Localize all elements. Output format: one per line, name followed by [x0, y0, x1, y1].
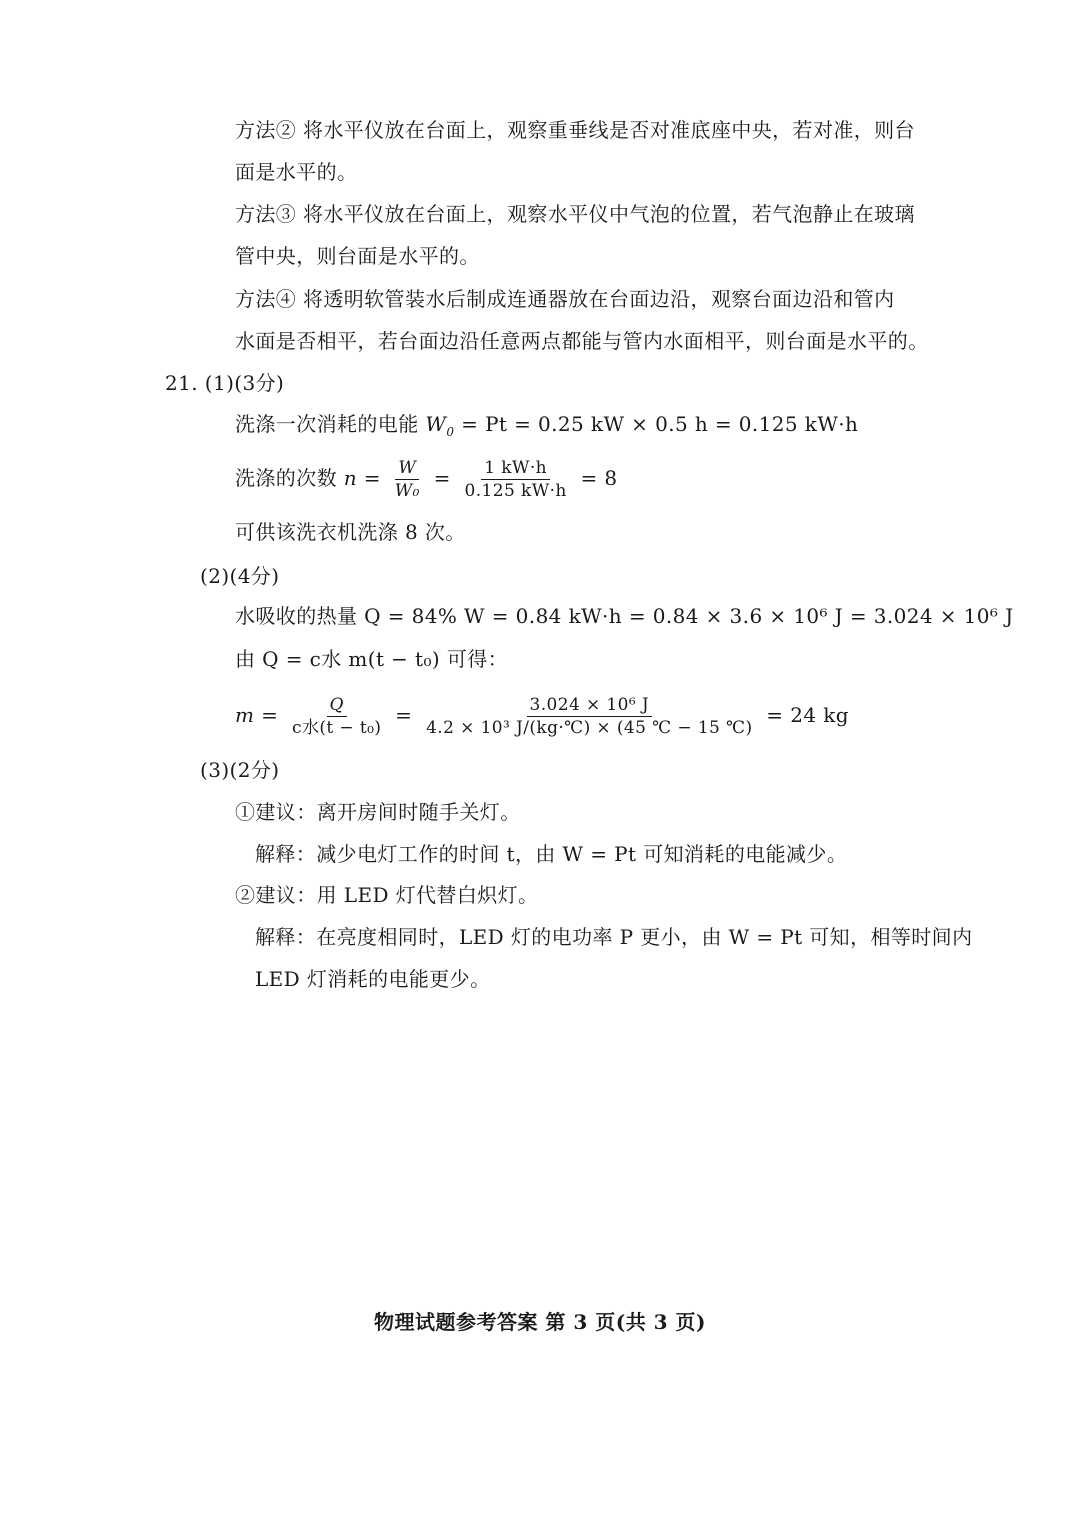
mass-value-denominator: 4.2 × 10³ J/(kg·℃) × (45 ℃ − 15 ℃): [426, 718, 753, 738]
part-3-heading: (3)(2分): [200, 758, 280, 782]
heat-label: 水吸收的热量: [235, 604, 358, 628]
mass-value-fraction: [423, 695, 755, 738]
derive-line: 由 Q = c水 m(t − t₀) 可得：: [235, 647, 509, 671]
suggestion-1: ①建议：离开房间时随手关灯。: [235, 800, 521, 824]
wash-count-line: [235, 455, 618, 501]
energy-per-wash-line: [235, 412, 858, 444]
question-21-heading: 21. (1)(3分): [165, 371, 285, 395]
energy-label: 洗涤一次消耗的电能: [235, 412, 419, 436]
suggestion-2: ②建议：用 LED 灯代替白炽灯。: [235, 883, 539, 907]
mass-formula-line: [235, 692, 849, 738]
mass-symbolic-denominator: c水(t − t₀): [292, 718, 382, 738]
method4-line1: 方法④ 将透明软管装水后制成连通器放在台面边沿，观察台面边沿和管内: [235, 287, 895, 311]
heat-formula: Q = 84% W = 0.84 kW·h = 0.84 × 3.6 × 10⁶ J = 3.024 × 10⁶ J: [364, 604, 1014, 628]
explanation-2-line2: LED 灯消耗的电能更少。: [255, 967, 491, 991]
energy-formula: = Pt = 0.25 kW × 0.5 h = 0.125 kW·h: [461, 412, 859, 436]
explanation-1: 解释：减少电灯工作的时间 t，由 W = Pt 可知消耗的电能减少。: [255, 842, 848, 866]
mass-symbolic-fraction: [289, 695, 384, 738]
heat-absorbed-line: [235, 604, 1014, 628]
method4-line2: 水面是否相平，若台面边沿任意两点都能与管内水面相平，则台面是水平的。: [235, 329, 929, 353]
value-denominator: 0.125 kW·h: [464, 481, 567, 501]
part-2-heading: (2)(4分): [200, 564, 280, 588]
ratio-numerator: W: [395, 458, 419, 480]
explanation-2-line1: 解释：在亮度相同时，LED 灯的电功率 P 更小，由 W = Pt 可知，相等时间内: [255, 925, 973, 949]
count-label: 洗涤的次数: [235, 466, 337, 490]
ratio-fraction: [392, 458, 423, 501]
method3-line2: 管中央，则台面是水平的。: [235, 244, 480, 268]
count-result: = 8: [580, 466, 618, 490]
ratio-denominator: W₀: [394, 481, 420, 501]
mass-result: = 24 kg: [766, 703, 849, 727]
value-numerator: 1 kW·h: [481, 458, 550, 480]
wash-conclusion: 可供该洗衣机洗涤 8 次。: [235, 520, 466, 544]
value-fraction: [462, 458, 570, 501]
mass-value-numerator: 3.024 × 10⁶ J: [527, 695, 653, 717]
w0-symbol: $W_0$: [425, 412, 455, 439]
mass-symbolic-numerator: Q: [327, 695, 347, 717]
m-symbol: m =: [235, 703, 279, 727]
method2-line2: 面是水平的。: [235, 160, 358, 184]
n-symbol: n =: [343, 466, 381, 490]
page-footer: 物理试题参考答案 第 3 页(共 3 页): [373, 1310, 707, 1334]
method3-line1: 方法③ 将水平仪放在台面上，观察水平仪中气泡的位置，若气泡静止在玻璃: [235, 202, 915, 226]
equals-sign: =: [395, 703, 413, 727]
method2-line1: 方法② 将水平仪放在台面上，观察重垂线是否对准底座中央，若对准，则台: [235, 118, 915, 142]
equals-sign: =: [433, 466, 451, 490]
